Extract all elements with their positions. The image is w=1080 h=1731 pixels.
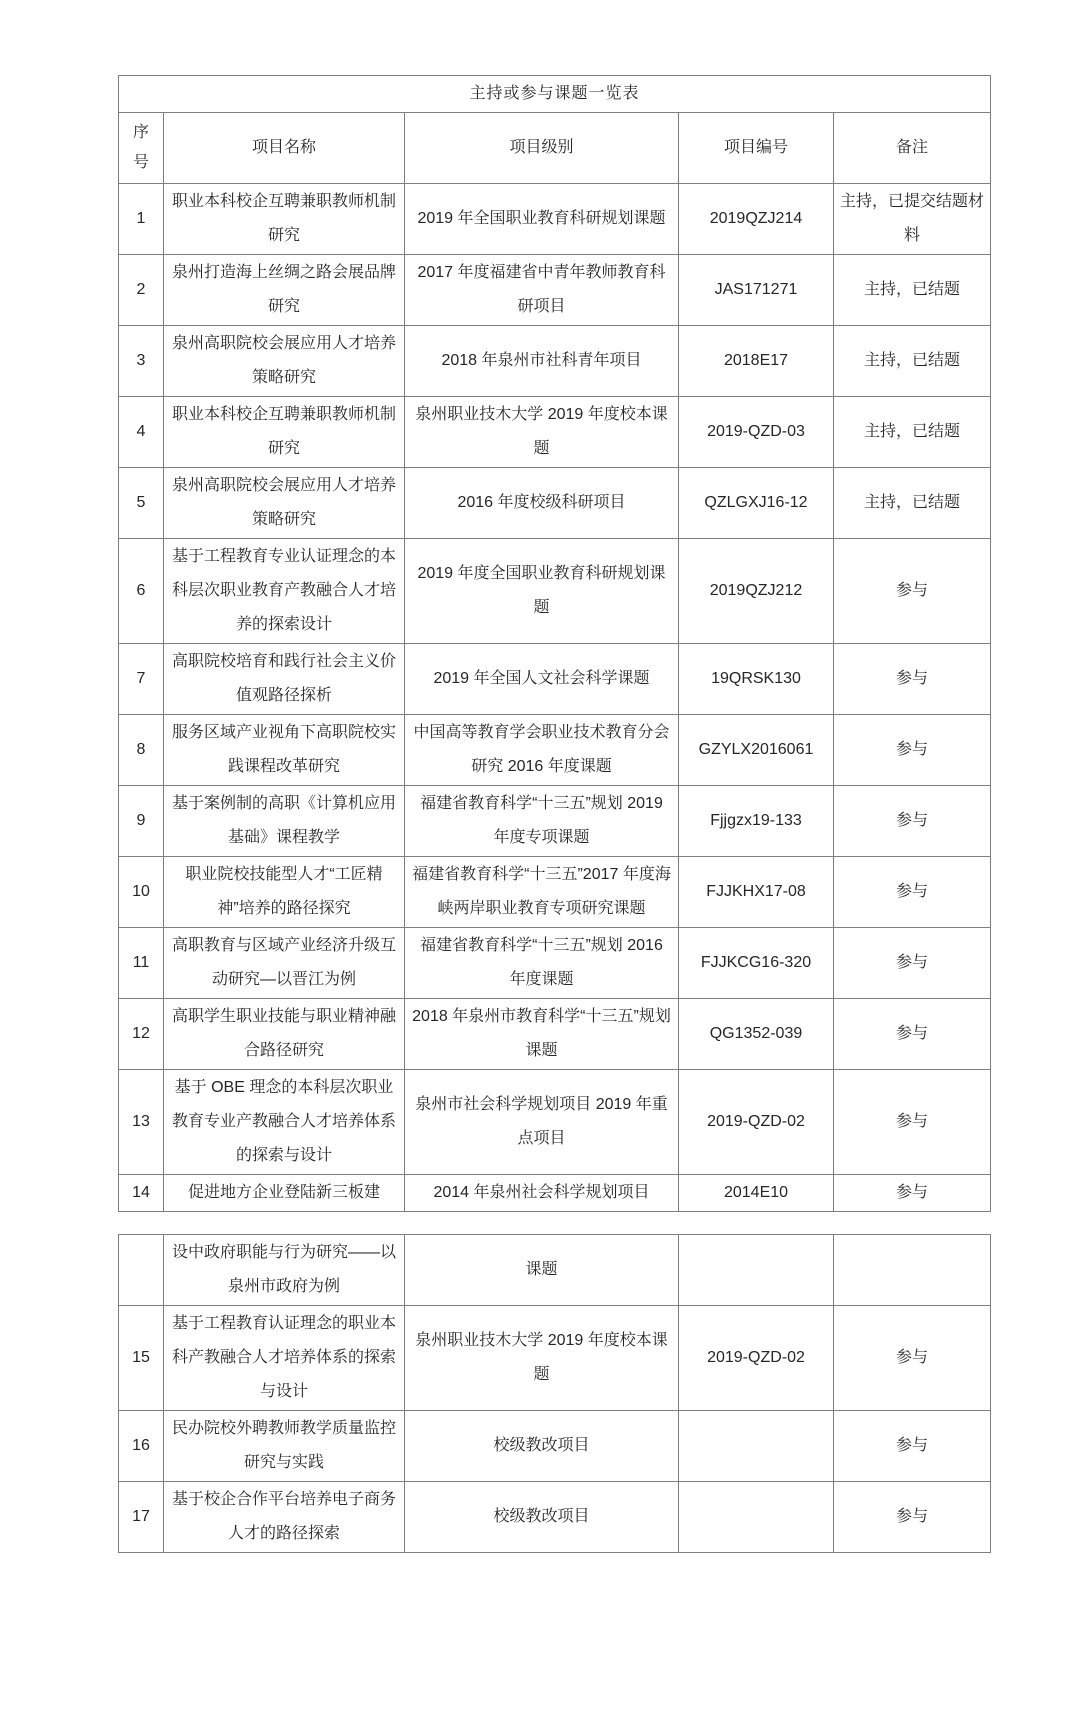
cell-name: 基于案例制的高职《计算机应用基础》课程教学 [164,786,405,857]
cell-code [679,1235,834,1306]
cell-no: 2 [119,255,164,326]
cell-no: 12 [119,999,164,1070]
cell-name: 服务区域产业视角下高职院校实践课程改革研究 [164,715,405,786]
cell-code: 2019-QZD-02 [679,1070,834,1175]
cell-no: 8 [119,715,164,786]
cell-no: 10 [119,857,164,928]
table-title: 主持或参与课题一览表 [119,76,991,113]
cell-level: 福建省教育科学“十三五”规划 2019 年度专项课题 [405,786,679,857]
table-row [119,397,991,468]
cell-level: 泉州职业技木大学 2019 年度校本课题 [405,397,679,468]
table-row [119,715,991,786]
cell-code: QZLGXJ16-12 [679,468,834,539]
cell-note: 参与 [834,715,991,786]
cell-code [679,1411,834,1482]
header-no [119,113,164,184]
cell-level: 2014 年泉州社会科学规划项目 [405,1175,679,1212]
cell-note: 主持，已提交结题材料 [834,184,991,255]
table-row [119,999,991,1070]
cell-name: 职业院校技能型人才“工匠精神”培养的路径探究 [164,857,405,928]
cell-code [679,1482,834,1553]
cell-level: 中国高等教育学会职业技术教育分会研究 2016 年度课题 [405,715,679,786]
cell-name: 泉州高职院校会展应用人才培养策略研究 [164,326,405,397]
cell-level: 2018 年泉州市社科青年项目 [405,326,679,397]
header-no-label: 序号 [132,124,149,171]
header-note: 备注 [834,113,991,184]
cell-level: 2019 年度全国职业教育科研规划课题 [405,539,679,644]
table-row [119,786,991,857]
cell-note: 参与 [834,786,991,857]
cell-code: 2019QZJ214 [679,184,834,255]
cell-code: 19QRSK130 [679,644,834,715]
cell-no: 14 [119,1175,164,1212]
cell-code: 2019QZJ212 [679,539,834,644]
table-body-page1 [119,184,991,1212]
table-header-row [119,113,991,184]
cell-level: 泉州职业技木大学 2019 年度校本课题 [405,1306,679,1411]
cell-note: 主持，已结题 [834,326,991,397]
cell-code: FJJKCG16-320 [679,928,834,999]
cell-level: 2016 年度校级科研项目 [405,468,679,539]
cell-name: 基于 OBE 理念的本科层次职业教育专业产教融合人才培养体系的探索与设计 [164,1070,405,1175]
cell-no: 16 [119,1411,164,1482]
cell-no: 9 [119,786,164,857]
cell-note: 主持，已结题 [834,468,991,539]
table-body-page2 [119,1235,991,1553]
cell-name: 基于工程教育专业认证理念的本科层次职业教育产教融合人才培养的探索设计 [164,539,405,644]
cell-name: 泉州打造海上丝绸之路会展品牌研究 [164,255,405,326]
cell-name: 基于校企合作平台培养电子商务人才的路径探索 [164,1482,405,1553]
cell-note: 参与 [834,539,991,644]
cell-note: 参与 [834,928,991,999]
cell-name: 职业本科校企互聘兼职教师机制研究 [164,397,405,468]
table-row [119,1235,991,1306]
table-row [119,857,991,928]
document-page [118,75,992,1553]
cell-level: 2018 年泉州市教育科学“十三五”规划课题 [405,999,679,1070]
table-row [119,1482,991,1553]
table-row [119,468,991,539]
cell-no: 6 [119,539,164,644]
table-row [119,255,991,326]
cell-name: 设中政府职能与行为研究——以泉州市政府为例 [164,1235,405,1306]
cell-note: 主持，已结题 [834,397,991,468]
cell-code: JAS171271 [679,255,834,326]
cell-level: 校级教改项目 [405,1411,679,1482]
cell-level: 福建省教育科学“十三五”规划 2016 年度课题 [405,928,679,999]
cell-note: 主持，已结题 [834,255,991,326]
cell-note: 参与 [834,644,991,715]
cell-note: 参与 [834,1306,991,1411]
cell-level: 2019 年全国职业教育科研规划课题 [405,184,679,255]
cell-no: 7 [119,644,164,715]
cell-name: 促进地方企业登陆新三板建 [164,1175,405,1212]
table-row [119,184,991,255]
cell-name: 基于工程教育认证理念的职业本科产教融合人才培养体系的探索与设计 [164,1306,405,1411]
projects-table-page1 [118,75,991,1212]
cell-no: 13 [119,1070,164,1175]
cell-name: 高职院校培育和践行社会主义价值观路径探析 [164,644,405,715]
projects-table-page2 [118,1234,991,1553]
cell-code: GZYLX2016061 [679,715,834,786]
cell-code: QG1352-039 [679,999,834,1070]
table-row [119,1306,991,1411]
cell-no: 11 [119,928,164,999]
table-row [119,928,991,999]
cell-code: 2014E10 [679,1175,834,1212]
cell-note: 参与 [834,1482,991,1553]
cell-code: 2019-QZD-03 [679,397,834,468]
cell-name: 高职教育与区域产业经济升级互动研究—以晋江为例 [164,928,405,999]
table-row [119,1070,991,1175]
cell-level: 泉州市社会科学规划项目 2019 年重点项目 [405,1070,679,1175]
cell-level: 校级教改项目 [405,1482,679,1553]
cell-note: 参与 [834,1070,991,1175]
cell-note: 参与 [834,1175,991,1212]
cell-name: 高职学生职业技能与职业精神融合路径研究 [164,999,405,1070]
header-code: 项目编号 [679,113,834,184]
header-level: 项目级别 [405,113,679,184]
cell-name: 民办院校外聘教师教学质量监控研究与实践 [164,1411,405,1482]
cell-note: 参与 [834,999,991,1070]
cell-name: 职业本科校企互聘兼职教师机制研究 [164,184,405,255]
table-row [119,1175,991,1212]
cell-level: 2017 年度福建省中青年教师教育科研项目 [405,255,679,326]
cell-note: 参与 [834,857,991,928]
table-row [119,644,991,715]
cell-level: 福建省教育科学“十三五”2017 年度海峡两岸职业教育专项研究课题 [405,857,679,928]
cell-no [119,1235,164,1306]
cell-no: 3 [119,326,164,397]
cell-note: 参与 [834,1411,991,1482]
table-row [119,326,991,397]
cell-no: 4 [119,397,164,468]
cell-code: FJJKHX17-08 [679,857,834,928]
table-row [119,1411,991,1482]
cell-no: 1 [119,184,164,255]
cell-note [834,1235,991,1306]
cell-code: Fjjgzx19-133 [679,786,834,857]
cell-no: 17 [119,1482,164,1553]
table-title-row [119,76,991,113]
table-row [119,539,991,644]
cell-name: 泉州高职院校会展应用人才培养策略研究 [164,468,405,539]
cell-no: 5 [119,468,164,539]
cell-code: 2018E17 [679,326,834,397]
cell-no: 15 [119,1306,164,1411]
cell-level: 2019 年全国人文社会科学课题 [405,644,679,715]
cell-code: 2019-QZD-02 [679,1306,834,1411]
cell-level: 课题 [405,1235,679,1306]
header-name: 项目名称 [164,113,405,184]
